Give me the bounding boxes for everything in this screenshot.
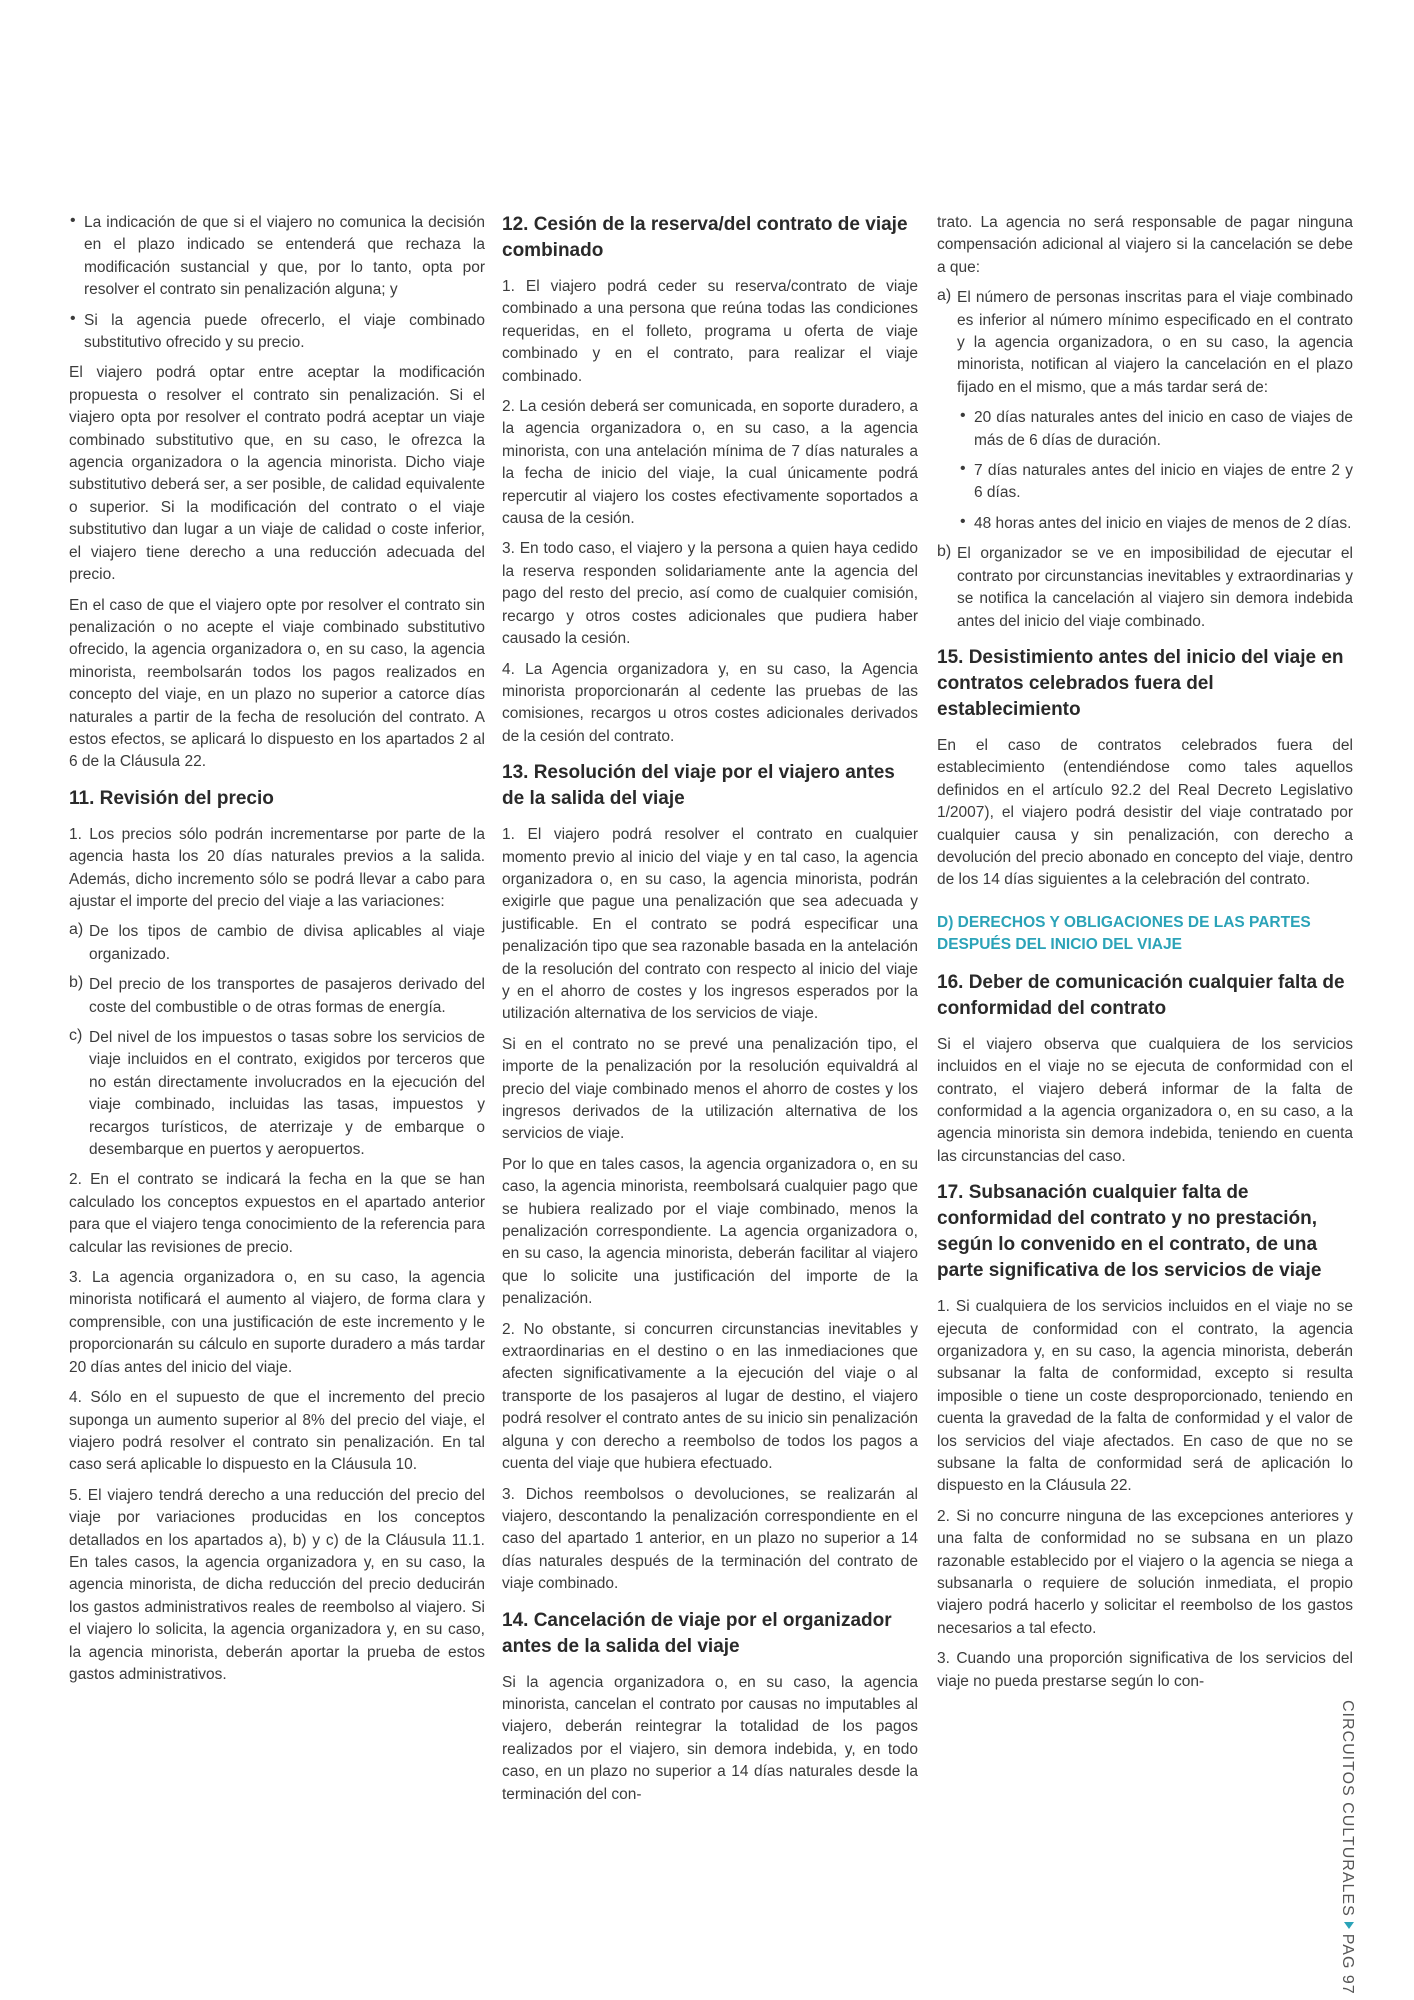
column-2 [502,212,918,1814]
paragraph: 2. La cesión deberá ser comunicada, en soporte duradero, a la agencia organizadora o, en su caso, a la agencia minorista, con una antelación mínima de 7 días naturales a la fecha de inicio del viaje, la cual únicamente podrá repercutir al viajero los costes efectivamente soportados a causa de la cesión. [502,398,918,528]
paragraph: La indicación de que si el viajero no comunica la decisión en el plazo indicado se entenderá que rechaza la modificación sustancial y que, por lo tanto, opta por resolver el contrato sin penalización alguna; y [84,214,485,299]
paragraph: 2. Si no concurre ninguna de las excepciones anteriores y una falta de conformidad no se subsana en un plazo razonable establecido por el viajero o la agencia se niega a subsanarla o requiere de solución inmediata, el propio viajero podrá hacerlo y solicitar el reembolso de los gastos necesarios a tal efecto. [937,1507,1353,1637]
section-heading-11: 11. Revisión del precio [69,787,274,809]
list-item [69,212,485,302]
section-heading-17: 17. Subsanación cualquier falta de conformidad del contrato y no prestación, según lo convenido en el contrato, de una parte significativa de los servicios de viaje [937,1182,1322,1282]
paragraph: 48 horas antes del inicio en viajes de menos de 2 días. [974,514,1352,532]
list-marker: c) [69,1027,83,1044]
list-marker: a) [937,287,952,305]
list-item [69,1027,485,1161]
page-footer-vertical [1338,1700,1356,1995]
paragraph: El organizador se ve en imposibilidad de ejecutar el contrato por circunstancias inevitables y extraordinarias y se notifica la cancelación al viajero sin demora indebida antes del inicio del viaje combinado. [957,545,1353,630]
paragraph: 3. En todo caso, el viajero y la persona a quien haya cedido la reserva responden solidariamente ante la agencia del pago del resto del precio, así como de cualquier comisión, recargo y otros costes adicionales que pudiera haber causado la cesión. [502,540,918,648]
paragraph: Si la agencia organizadora o, en su caso, la agencia minorista, cancelan el contrato por causas no imputables al viajero, deberán reintegrar la totalidad de los pagos realizados por el viajero, sin demora indebida, y, en todo caso, en un plazo no superior a 14 días naturales desde la terminación del con- [502,1673,918,1803]
paragraph: trato. La agencia no será responsable de pagar ninguna compensación adicional al viajero si la cancelación se debe a que: [937,214,1353,276]
section-heading-12: 12. Cesión de la reserva/del contrato de viaje combinado [502,214,908,261]
bullet-marker: • [960,460,966,478]
paragraph: 3. Dichos reembolsos o devoluciones, se realizarán al viajero, descontando la penalización correspondiente en el caso del apartado 1 anterior, en un plazo no superior a 14 días naturales después de la terminación del contrato de viaje combinado. [502,1485,918,1593]
list-item [937,543,1353,633]
list-item [937,287,1353,399]
bullet-marker: • [70,309,76,327]
paragraph: El número de personas inscritas para el viaje combinado es inferior al número mínimo especificado en el contrato y la agencia organizadora, o en su caso, la agencia minorista, notifican al viajero la cancelación en el plazo fijado en el mismo, que a más tardar será de: [957,289,1353,396]
paragraph: Si el viajero observa que cualquiera de los servicios incluidos en el viaje no se ejecuta de conformidad con el contrato, el viajero deberá informar de la falta de conformidad a la agencia organizadora o, en su caso, a la agencia minorista sin demora indebida, teniendo en cuenta las circunstancias del caso. [937,1035,1353,1165]
bullet-marker: • [70,212,76,229]
paragraph: 1. Si cualquiera de los servicios incluidos en el viaje no se ejecuta de conformidad con el contrato, la agencia organizadora y, en su caso, la agencia minorista, deberán subsanar la falta de conformidad, excepto si resulta imposible o tiene un coste desproporcionado, teniendo en cuenta la gravedad de la falta de conformidad y el valor de los servicios del viaje afectados. En caso de que no se subsane la falta de conformidad será de aplicación lo dispuesto en la Cláusula 22. [937,1298,1353,1495]
section-heading-16: 16. Deber de comunicación cualquier falta de conformidad del contrato [937,971,1345,1019]
paragraph: Por lo que en tales casos, la agencia organizadora o, en su caso, la agencia minorista, reembolsará cualquier pago que se hubiera realizado por el viaje combinado, menos la penalización correspondiente. La agencia organizadora o, en su caso, la agencia minorista, deberán facilitar al viajero que lo solicite una justificación del importe de la penalización. [502,1155,918,1308]
paragraph: 1. Los precios sólo podrán incrementarse por parte de la agencia hasta los 20 días naturales previos a la salida. Además, dicho incremento sólo se podrá llevar a cabo para ajustar el importe del precio del viaje a las variaciones: [69,825,485,910]
paragraph: Del precio de los transportes de pasajeros derivado del coste del combustible o de otras formas de energía. [89,976,485,1016]
paragraph: 1. El viajero podrá resolver el contrato en cualquier momento previo al inicio del viaje y en tal caso, la agencia organizadora o, en su caso, la agencia minorista, podrán exigirle que pague una penalización que sea adecuada y justificable. En el contrato se podrá especificar una penalización tipo que sea razonable basada en la antelación de la resolución del contrato con respecto al inicio del viaje y en el ahorro de costes y los ingresos esperados por la utilización alternativa de los servicios de viaje. [502,826,918,1023]
paragraph: 4. La Agencia organizadora y, en su caso, la Agencia minorista proporcionarán al cedente las pruebas de las comisiones, recargos u otros costes adicionales derivados de la cesión del contrato. [502,660,918,745]
column-3 [937,212,1353,1701]
list-item [937,460,1353,505]
paragraph: 5. El viajero tendrá derecho a una reducción del precio del viaje por variaciones producidas en los conceptos detallados en los apartados a), b) y c) de la Cláusula 11.1. En tales casos, la agencia organizadora y, en su caso, la agencia minorista, de dicha reducción del precio deducirán los gastos administrativos reales de reembolso al viajero. Si el viajero lo solicita, la agencia organizadora y, en su caso, la agencia minorista, deberán aportar la prueba de estos gastos administrativos. [69,1486,485,1683]
section-heading-14: 14. Cancelación de viaje por el organizador antes de la salida del viaje [502,1609,892,1657]
paragraph: 2. En el contrato se indicará la fecha en la que se han calculado los conceptos expuestos en el apartado anterior para que el viajero tenga conocimiento de la referencia para calcular las revisiones de precio. [69,1171,485,1256]
section-heading-15: 15. Desistimiento antes del inicio del viaje en contratos celebrados fuera del establecimiento [937,646,1344,720]
paragraph: 4. Sólo en el supuesto de que el incremento del precio suponga un aumento superior al 8% del precio del viaje, el viajero podrá resolver el contrato sin penalización. En tal caso será aplicable lo dispuesto en la Cláusula 10. [69,1389,485,1474]
bullet-marker: • [960,407,966,425]
paragraph: En el caso de que el viajero opte por resolver el contrato sin penalización o no acepte el viaje combinado substitutivo ofrecido, la agencia organizadora o, en su caso, la agencia minorista, reembolsarán todos los pagos realizados en concepto del viaje, en un plazo no superior a catorce días naturales a partir de la fecha de resolución del contrato. A estos efectos, se aplicará lo dispuesto en los apartados 2 al 6 de la Cláusula 22. [69,596,485,771]
paragraph: 2. No obstante, si concurren circunstancias inevitables y extraordinarias en el destino o en las inmediaciones que afecten significativamente a la ejecución del viaje o al transporte de los pasajeros al lugar de destino, el viajero podrá resolver el contrato antes de su inicio sin penalización alguna y con derecho a reembolso de todos los pagos a cuenta del viaje que hubiera efectuado. [502,1320,918,1473]
paragraph: 7 días naturales antes del inicio en viajes de entre 2 y 6 días. [974,462,1353,502]
list-item [69,310,485,355]
bullet-marker: • [960,512,966,530]
paragraph: En el caso de contratos celebrados fuera del establecimiento (entendiéndose como tales aquellos definidos en el artículo 92.2 del Real Decreto Legislativo 1/2007), el viajero podrá desistir del viaje contratado por cualquier causa y sin penalización, con derecho a devolución del precio abonado en concepto del viaje, dentro de los 14 días siguientes a la celebración del contrato. [937,736,1353,889]
list-marker: b) [69,974,84,992]
section-heading-13: 13. Resolución del viaje por el viajero antes de la salida del viaje [502,762,895,810]
list-item [69,921,485,966]
section-heading-d: D) DERECHOS Y OBLIGACIONES DE LAS PARTES DESPUÉS DEL INICIO DEL VIAJE [937,913,1311,953]
paragraph: Si la agencia puede ofrecerlo, el viaje combinado substitutivo ofrecido y su precio. [84,311,485,352]
paragraph: Si en el contrato no se prevé una penalización tipo, el importe de la penalización por la resolución equivaldrá al precio del viaje combinado menos el ahorro de costes y los ingresos derivados de la utilización alternativa de los servicios de viaje. [502,1035,918,1143]
paragraph: 3. Cuando una proporción significativa de los servicios del viaje no pueda prestarse según lo con- [937,1650,1353,1690]
arrow-icon [1344,1922,1354,1929]
brand-label: CIRCUITOS CULTURALES [1339,1700,1356,1917]
list-item [937,407,1353,452]
list-marker: b) [937,543,952,561]
list-item [69,974,485,1019]
paragraph: 3. La agencia organizadora o, en su caso, la agencia minorista notificará el aumento al viajero, de forma clara y comprensible, con una justificación de este incremento y le proporcionarán su cálculo en suporte duradero a más tardar 20 días antes del inicio del viaje. [69,1269,485,1376]
paragraph: El viajero podrá optar entre aceptar la modificación propuesta o resolver el contrato sin penalización. Si el viajero opta por resolver el contrato podrá aceptar un viaje combinado substitutivo que, en su caso, le ofrezca la agencia organizadora o la agencia minorista. Dicho viaje substitutivo deberá ser, a ser posible, de calidad equivalente o superior. Si la modificación del contrato o el viaje substitutivo dan lugar a un viaje de calidad o coste inferior, el viajero tiene derecho a una reducción adecuada del precio. [69,364,485,584]
page-number: PAG 97 [1339,1933,1356,1995]
column-1 [69,212,485,1694]
paragraph: 1. El viajero podrá ceder su reserva/contrato de viaje combinado a una persona que reúna todas las condiciones requeridas, en el folleto, programa u oferta de viaje combinado y en el contrato, para realizar el viaje combinado. [502,278,918,385]
paragraph: De los tipos de cambio de divisa aplicables al viaje organizado. [89,923,485,963]
list-item [937,513,1353,535]
paragraph: 20 días naturales antes del inicio en caso de viajes de más de 6 días de duración. [974,409,1353,449]
list-marker: a) [69,921,84,939]
paragraph: Del nivel de los impuestos o tasas sobre los servicios de viaje incluidos en el contrato, exigidos por terceros que no están directamente involucrados en la ejecución del viaje combinado, incluidas las tasas, impuestos y recargos turísticos, de aterrizaje y de embarque o desembarque en puertos y aeropuertos. [89,1029,485,1159]
